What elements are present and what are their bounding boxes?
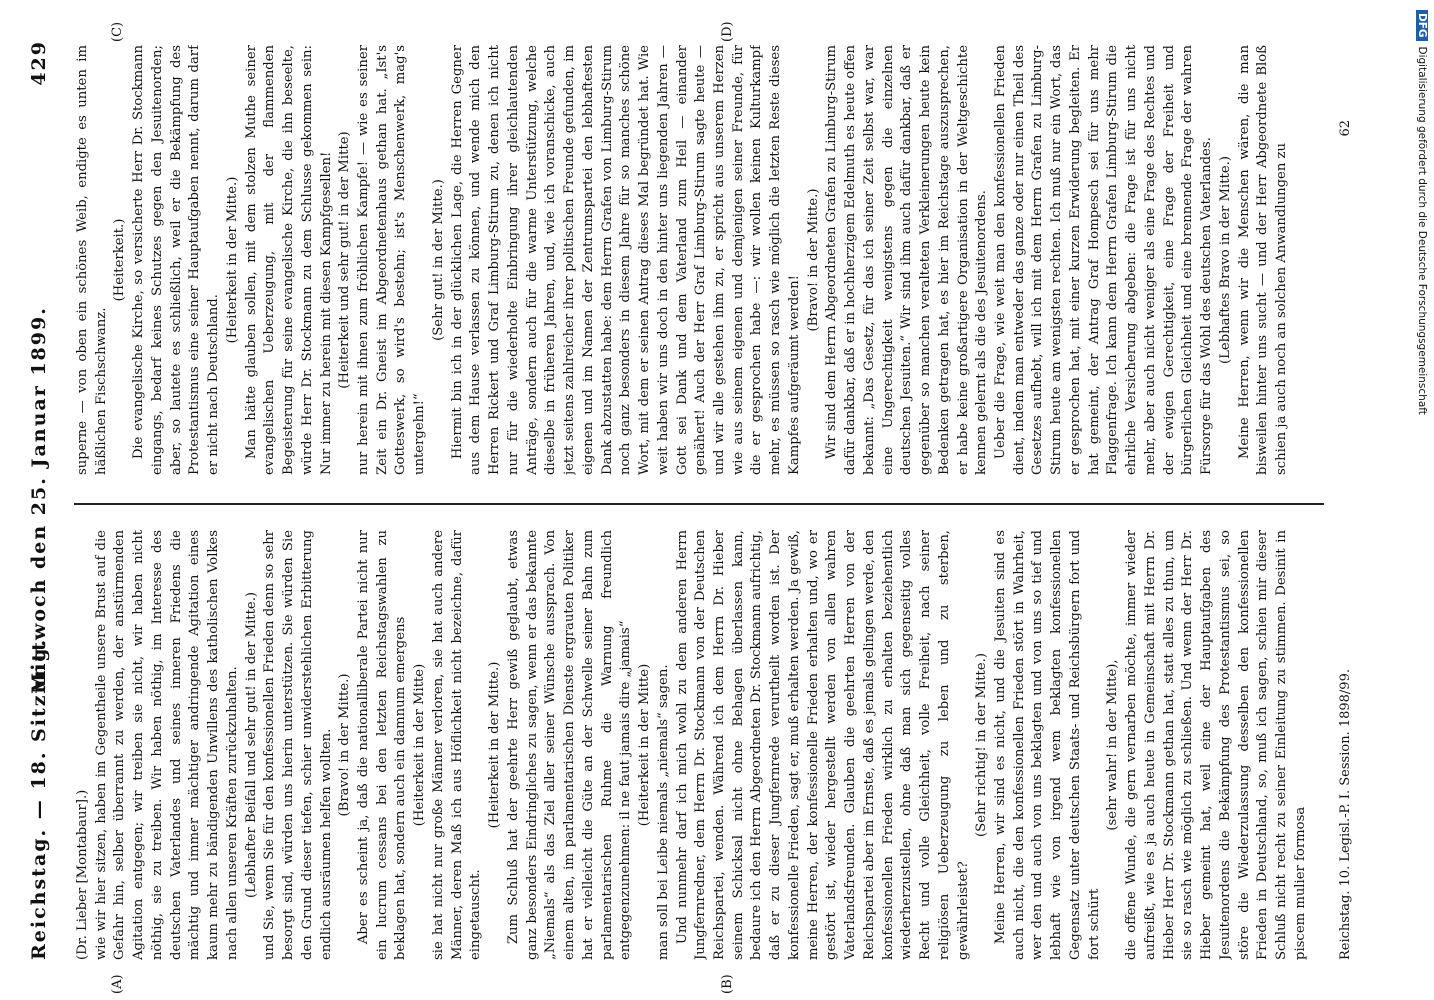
interjection: (Heiterkeit in der Mitte.) [487, 661, 503, 829]
interjection: (Sehr richtig! in der Mitte.) [974, 653, 990, 837]
interjection: (Sehr gut! in der Mitte.) [430, 179, 446, 341]
interjection: (Heiterkeit.) [112, 218, 128, 302]
interjection: (Heiterkeit und sehr gut! in der Mitte) [337, 131, 353, 389]
interjection: (Bravo! in der Mitte.) [337, 673, 353, 817]
paragraph: Ueber die Frage, wie weit man den konfessionellen Frieden dient, indem man entweder das ganze oder nur einen Theil des Gesetzes aufhebt, will ich mit dem Herrn Grafen zu Limburg-Stirum heute am wenigsten rechten. Ich muß nur ein Wort, das er gesprochen hat, mit einer kurzen Erwiderung begleiten. Er hat gemeint, der Antrag Graf Hompesch sei für uns mehr Flaggenfrage. Ich kann dem Herrn Grafen Limburg-Stirum die ehrliche Versicherung abgeben: die Frage ist für uns nicht mehr, aber auch nicht weniger als eine Frage des Rechtes und der ewigen Gerechtigkeit, eine Frage der Freiheit und bürgerlichen Gleichheit und eine brennende Frage der wahren Fürsorge für das Wohl des deutschen Vaterlandes. [992, 45, 1215, 475]
paragraph: und Sie, wenn Sie für den konfessionellen Frieden denn so sehr besorgt sind, würden uns hierin unterstützen. Sie würden Sie den Grund dieser tiefen, schier unwiderstehlichen Erbitterung endlich ausräumen helfen wollten. [262, 530, 334, 960]
dfg-logo: DFG [1416, 10, 1428, 41]
paragraph: man soll bei Leibe niemals „niemals“ sagen. [655, 664, 671, 960]
text-column-left [74, 530, 1324, 960]
interjection: (Lebhaftes Bravo in der Mitte.) [1217, 156, 1233, 364]
paragraph: die offene Wunde, die gern vernarben möchte, immer wieder aufreißt, wie es ja auch heute in Gemeinschaft mit Herrn Dr. Hieber Herr Dr. Stockmann gethan hat, statt alles zu thun, um sie so rasch wie möglich zu schließen. Und wenn der Herr Dr. Hieber gemeint hat, weil eine der Hauptaufgaben des Jesuitenordens die Bekämpfung des Protestantismus sei, so störe die Wiederzulassung desselben den konfessionellen Frieden in Deutschland, so, muß ich sagen, schien mir dieser Schluß nicht recht zu seiner Einleitung zu stimmen. Desinit in piscem mulier formosa [1124, 530, 1308, 960]
margin-mark-b: (B) [720, 974, 735, 994]
margin-mark-a: (A) [110, 974, 125, 994]
paragraph: Die evangelische Kirche, so versicherte Herr Dr. Stockmann eingangs, bedarf keines Schutzes gegen den Jesuitenorden; aber, so lautete es schließlich, weil er die Bekämpfung des Protestantismus eine seiner Hauptaufgaben nennt, darum darf er nicht nach Deutschland. [131, 45, 222, 475]
paragraph: Man hätte glauben sollen, mit dem stolzen Muthe seiner evangelischen Ueberzeugung, mit der flammenden Begeisterung für seine evangelische Kirche, die ihn beseelte, würde Herr Dr. Stockmann zu dem Schlusse gekommen sein: Nur immer zu herein mit diesen Kampfgesellen! [243, 45, 334, 475]
digitization-sidebar [1402, 10, 1432, 990]
digitization-credit: Digitalisierung gefördert durch die Deutsche Forschungsgemeinschaft [1416, 46, 1428, 415]
interjection: (Lebhafter Beifall und sehr gut! in der Mitte.) [243, 591, 259, 899]
paragraph: Wir sind dem Herrn Abgeordneten Grafen zu Limburg-Stirum dafür dankbar, daß er in hochherzigem Edelmuth es heute offen bekannt: „Das Gesetz, für das ich seiner Zeit selbst war, war eine Ungerechtigkeit wenigstens gegen die einzelnen deutschen Jesuiten.“ Wir sind ihm auch dafür dankbar, daß er gegenüber so manchen veralteten Verkleinerungen heute kein Bedenken getragen hat, es hier im Reichstage auszusprechen, er habe keine großartigere Organisation in der Weltgeschichte kennen gelernt als die des Jesuitenordens. [824, 45, 990, 475]
speaker-line: (Dr. Lieber [Montabaur].) [75, 789, 90, 960]
paragraph: sie hat nicht nur große Männer verloren, sie hat auch andere Männer, deren Maß ich aus Höflichkeit nicht bezeichne, dafür eingetauscht. [430, 530, 484, 960]
text-column-right [74, 45, 1324, 475]
paragraph: Aber es scheint ja, daß die nationalliberale Partei nicht nur ein lucrum cessans bei den letzten Reichstagswahlen zu beklagen hat, sondern auch ein damnum emergens [356, 530, 409, 960]
paragraph: nur herein mit ihnen zum fröhlichen Kampfe! — wie es seiner Zeit ein Dr. Gneist im Abgeordnetenhaus gethan hat. „Ist's Gotteswerk, so wird's bestehn; ist's Menschenwerk, mag's untergehn!“ [356, 45, 428, 475]
paragraph: wie wir hier sitzen, haben im Gegentheile unsere Brust auf die Gefahr hin, selber überrannt zu werden, der anstürmenden Agitation entgegen; wir treiben sie nicht, wir haben nicht nöthig, sie zu treiben. Wir haben nöthig, im Interesse des deutschen Vaterlandes und seines inneren Friedens die mächtig und immer mächtiger andringende Agitation eines kaum mehr zu bändigenden Unwillens des katholischen Volkes nach allen unseren Kräften zurückzuhalten. [93, 530, 240, 960]
footer-session: Reichstag. 10. Legisl.-P. I. Session. 1898/99. [1338, 669, 1353, 960]
interjection: (Heiterkeit in der Mitte) [412, 663, 428, 827]
column-divider [74, 504, 1324, 506]
paragraph: Hiermit bin ich in der glücklichen Lage, die Herren Gegner aus dem Hause verlassen zu können, und wende mich den Herren Rickert und Graf Limburg-Stirum zu, denen ich nicht nur für die wiederholte Einbringung ihrer gleichlautenden Anträge, sondern auch für die warme Unterstützung, welche dieselbe in früheren Jahren, und, wie ich voranschicke, auch jetzt seitens zahlreicher ihrer politischen Freunde gefunden, im eigenen und im Namen der Zentrumspartei den lebhaftesten Dank abzustatten habe: dem Herrn Grafen von Limburg-Stirum noch ganz besonders in diesem Jahre für so manches schöne Wort, mit dem er seinen Antrag dieses Mal begründet hat. Wie weit haben wir uns doch in den hinter uns liegenden Jahren — Gott sei Dank und dem Vaterland zum Heil — einander genähert! Auch der Herr Graf Limburg-Stirum sagte heute — und wir alle gestehen ihm zu, er spricht aus unserem Herzen wie aus seinem eigenen und demjenigen seiner Freunde, für die er gesprochen habe —: wir wollen keinen Kulturkampf mehr, es müssen so rasch wie möglich die letzten Reste dieses Kampfes aufgeräumt werden! [449, 45, 802, 475]
sheet-number: 62 [1338, 120, 1353, 137]
interjection: (Heiterkeit in der Mitte.) [224, 176, 240, 344]
paragraph: Und nunmehr darf ich mich wohl zu dem anderen Herrn Jungfernredner, dem Herrn Dr. Stockmann von der Deutschen Reichspartei, wenden. Während ich dem Herrn Dr. Hieber seinem Schicksal nicht ohne Behagen überlassen kann, bedaure ich den Herrn Abgeordneten Dr. Stockmann aufrichtig, daß er zu dieser Jungfernrede verurtheilt worden ist. Der konfessionelle Frieden, sagt er, muß erhalten werden. Ja gewiß, meine Herren, der konfessionelle Frieden erhalten und, wo er gestört ist, wieder hergestellt werden von allen wahren Vaterlandsfreunden. Glauben die geehrten Herren von der Reichspartei aber im Ernste, daß es jemals gelingen werde, den konfessionellen Frieden wirklich zu erhalten beziehentlich wiederherzustellen, ohne daß man sich gegenseitig volles Recht und volle Gleichheit, volle Freiheit, nach seiner religiösen Ueberzeugung zu leben und zu sterben, gewährleistet? [674, 530, 971, 960]
margin-mark-c: (C) [110, 21, 125, 42]
interjection: (Bravo! in der Mitte.) [805, 188, 821, 332]
interjection: (sehr wahr! in der Mitte), [1105, 659, 1121, 831]
paragraph: Meine Herren, wenn wir die Menschen wären, die man bisweilen hinter uns sucht — und der Herr Abgeordnete Bloß schien ja auch noch an solchen Anwandlungen zu [1236, 45, 1289, 475]
paragraph: Meine Herren, wir sind es nicht, und die Jesuiten sind es auch nicht, die den konfessionellen Frieden stört in Wahrheit, wer den und auch von uns beklagten und von uns so tief und lebhaft wie von irgend wem beklagten konfessionellen Gegensatz unter deutschen Staats- und Reichsbürgern fort und fort schürt [992, 530, 1102, 960]
page-header [28, 40, 64, 960]
paragraph: Zum Schluß hat der geehrte Herr gewiß geglaubt, etwas ganz besonders Eindringliches zu sagen, wenn er das bekannte „Niemals“ als das Ziel aller seiner Wünsche aussprach. Von einem alten, im parlamentarischen Dienste ergrauten Politiker hat er vielleicht die Güte an der Schwelle seiner Bahn zum parlamentarischen Ruhme die Warnung freundlich entgegenzunehmen: il ne faut jamais dire „jamais“ [505, 530, 634, 960]
header-date: Mittwoch den 25. Januar 1899. [28, 306, 50, 694]
paragraph: superne — von oben ein schönes Weib, endigte es unten im häßlichen Fischschwanz. [75, 45, 109, 475]
page-number: 429 [28, 40, 50, 86]
header-left: Reichstag. — 18. Sitzung. [28, 637, 50, 960]
margin-mark-d: (D) [720, 21, 735, 42]
interjection: (Heiterkeit in der Mitte) [637, 663, 653, 827]
